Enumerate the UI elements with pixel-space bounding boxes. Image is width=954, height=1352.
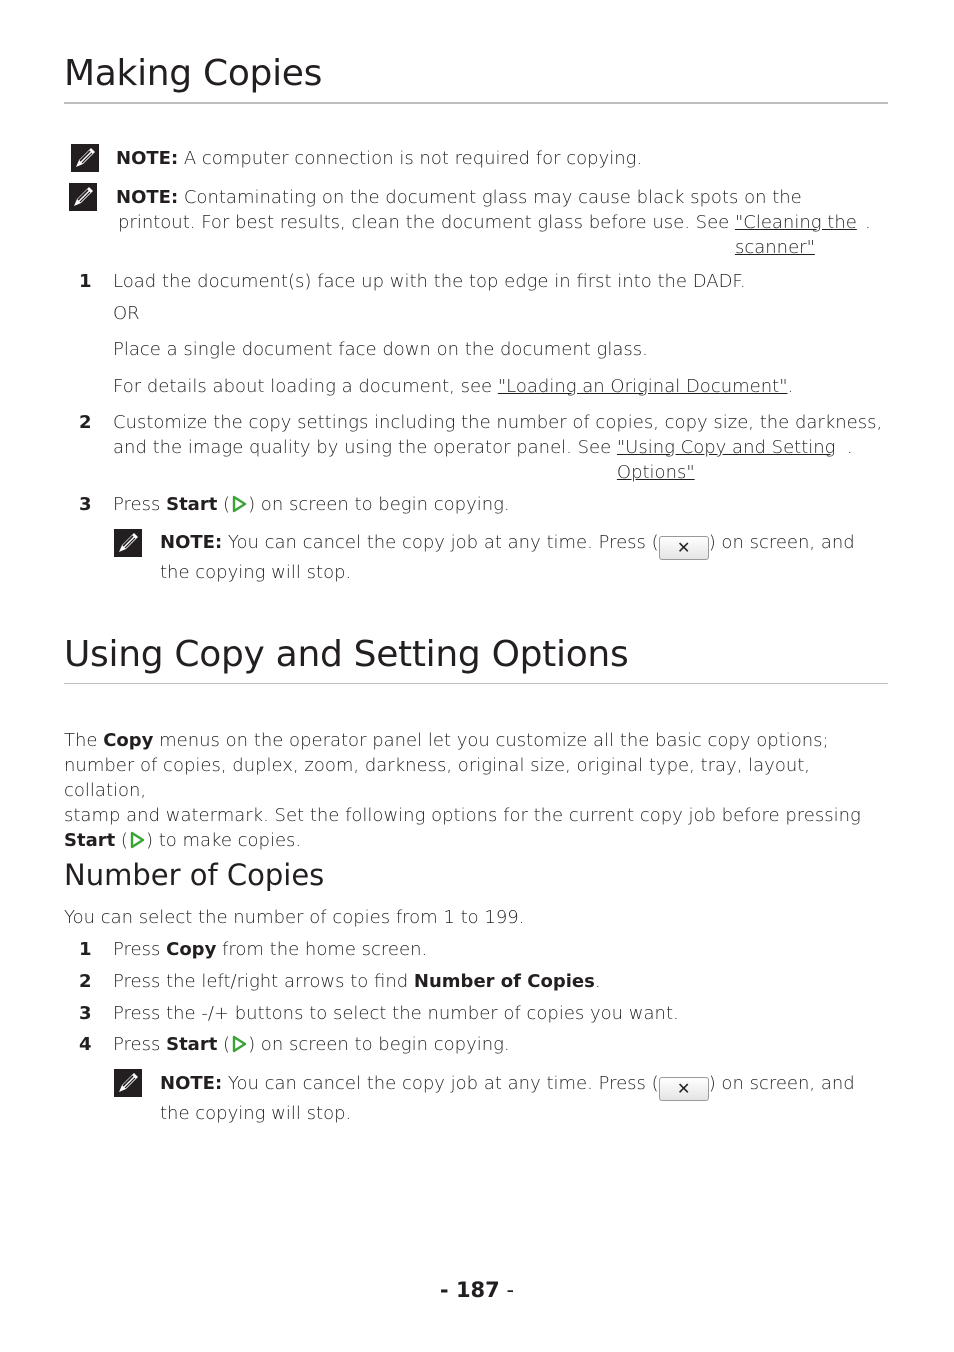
step-number: 3 xyxy=(79,1003,92,1024)
step-detail: For details about loading a document, see "Loading an Original Document". xyxy=(113,376,794,397)
note-pencil-icon xyxy=(113,528,143,558)
step-number: 2 xyxy=(79,971,92,992)
note-cancel-copy: NOTE: You can cancel the copy job at any time. Press ( ✕ ) on screen, and the copying will stop. xyxy=(160,532,855,583)
step-text: Press the left/right arrows to find Number of Copies. xyxy=(113,971,601,992)
intro-number-range: You can select the number of copies from 1 to 199. xyxy=(64,907,525,928)
note-text-line2: printout. For best results, clean the document glass before use. See xyxy=(118,212,735,233)
step-text: Press the -/+ buttons to select the number of copies you want. xyxy=(113,1003,679,1024)
step-text: Customize the copy settings including the number of copies, copy size, the darkness, and the image quality by using the operator panel. See "Using Copy and Setting Options". xyxy=(113,412,883,483)
step-or: OR xyxy=(113,303,140,324)
note-label: NOTE: xyxy=(116,148,179,169)
start-play-icon xyxy=(230,1035,248,1053)
step-number: 4 xyxy=(79,1034,92,1055)
link-cleaning-scanner[interactable]: "Cleaning the scanner" xyxy=(734,212,857,258)
step-alt: Place a single document face down on the document glass. xyxy=(113,339,648,360)
note-cancel-copy: NOTE: You can cancel the copy job at any time. Press ( ✕ ) on screen, and the copying will stop. xyxy=(160,1073,855,1124)
cancel-x-button[interactable]: ✕ xyxy=(659,1077,709,1101)
note-label: NOTE: xyxy=(116,187,179,208)
link-using-copy-options[interactable]: "Using Copy and Setting Options" xyxy=(616,437,836,483)
note-text: Contaminating on the document glass may cause black spots on the xyxy=(178,187,802,208)
note-document-glass: NOTE: Contaminating on the document glass may cause black spots on the printout. For best results, clean the document glass before use. See "Cleaning the scanner". xyxy=(116,187,871,258)
step-number: 3 xyxy=(79,494,92,515)
start-play-icon xyxy=(128,831,146,849)
note-pencil-icon xyxy=(68,182,98,212)
step-text: Press Copy from the home screen. xyxy=(113,939,428,960)
start-play-icon xyxy=(230,495,248,513)
link-loading-original[interactable]: "Loading an Original Document" xyxy=(497,376,788,397)
note-text: A computer connection is not required for copying. xyxy=(178,148,643,169)
note-pencil-icon xyxy=(113,1068,143,1098)
step-number: 2 xyxy=(79,412,92,433)
heading-making-copies: Making Copies xyxy=(64,52,888,104)
step-text: Press Start ( ) on screen to begin copying. xyxy=(113,1034,510,1055)
intro-copy-menus: The Copy menus on the operator panel let you customize all the basic copy options; number of copies, duplex, zoom, darkness, original size, original type, tray, layout, collation, stamp and watermark. Set the following options for the current copy job before pressing Start ( ) to make copies. xyxy=(64,730,861,851)
note-pencil-icon xyxy=(70,143,100,173)
step-number: 1 xyxy=(79,271,92,292)
heading-number-of-copies: Number of Copies xyxy=(64,858,325,892)
heading-using-copy-setting-options: Using Copy and Setting Options xyxy=(64,633,888,684)
page-number: - 187 - xyxy=(439,1278,515,1302)
step-text: Load the document(s) face up with the top edge in first into the DADF. xyxy=(113,271,746,292)
step-text: Press Start ( ) on screen to begin copying. xyxy=(113,494,510,515)
cancel-x-button[interactable]: ✕ xyxy=(659,536,709,560)
step-number: 1 xyxy=(79,939,92,960)
note-computer-connection xyxy=(116,146,642,171)
